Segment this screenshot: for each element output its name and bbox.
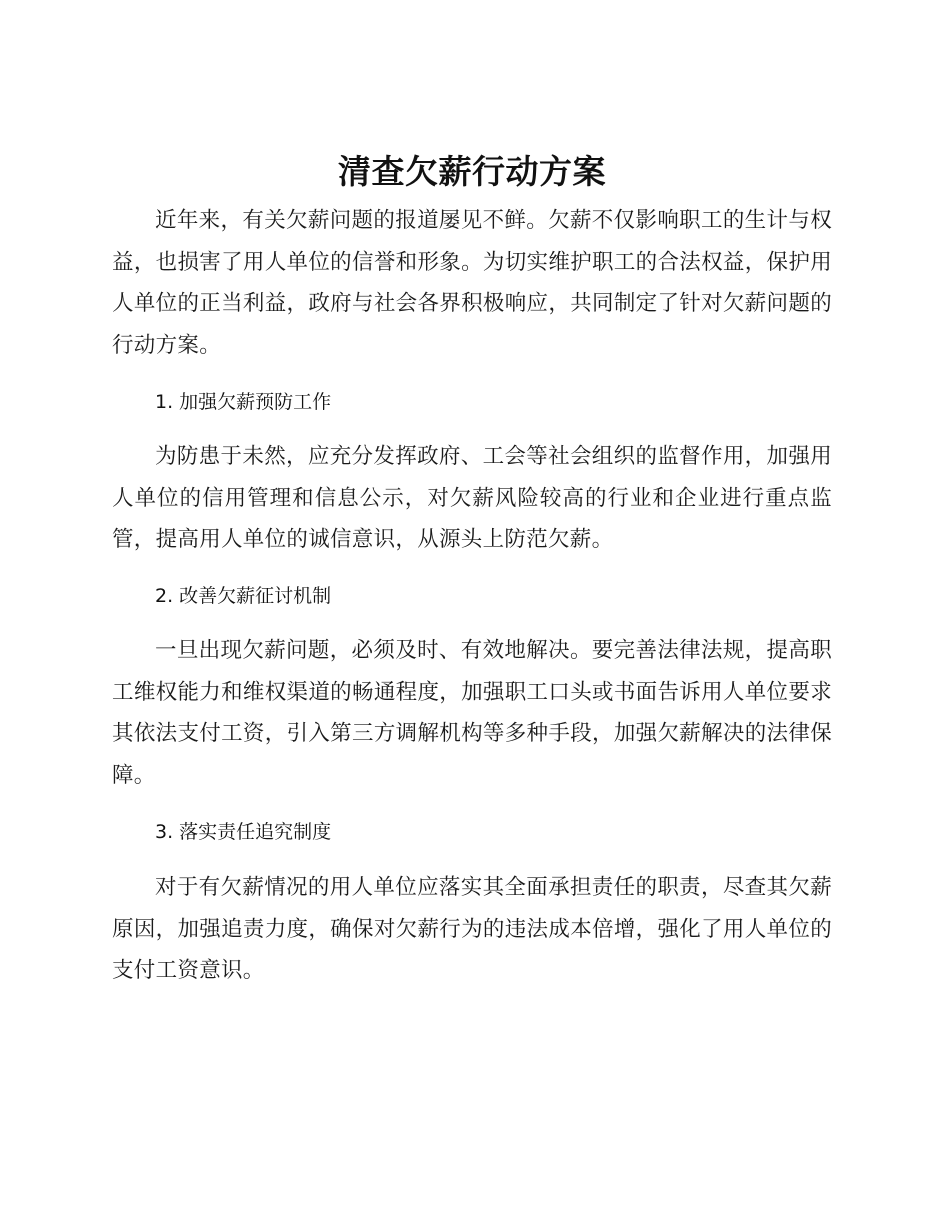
section-body-prevention: 为防患于未然，应充分发挥政府、工会等社会组织的监督作用，加强用人单位的信用管理和信息公示，对欠薪风险较高的行业和企业进行重点监管，提高用人单位的诚信意识，从源头上防范欠薪。 bbox=[112, 444, 832, 552]
section-body-collection-mechanism: 一旦出现欠薪问题，必须及时、有效地解决。要完善法律法规，提高职工维权能力和维权渠道的畅通程度，加强职工口头或书面告诉用人单位要求其依法支付工资，引入第三方调解机构等多种手段，加强欠薪解决的法律保障。 bbox=[112, 638, 832, 788]
intro-paragraph: 近年来，有关欠薪问题的报道屡见不鲜。欠薪不仅影响职工的生计与权益，也损害了用人单位的信誉和形象。为切实维护职工的合法权益，保护用人单位的正当利益，政府与社会各界积极响应，共同制定了针对欠薪问题的行动方案。 bbox=[112, 208, 832, 358]
section-heading-collection-mechanism: 2. 改善欠薪征讨机制 bbox=[155, 585, 332, 607]
section-body-accountability: 对于有欠薪情况的用人单位应落实其全面承担责任的职责，尽查其欠薪原因，加强追责力度，确保对欠薪行为的违法成本倍增，强化了用人单位的支付工资意识。 bbox=[112, 875, 832, 983]
section-heading-prevention: 1. 加强欠薪预防工作 bbox=[155, 391, 332, 413]
section-heading-accountability: 3. 落实责任追究制度 bbox=[155, 821, 332, 843]
document-title: 清查欠薪行动方案 bbox=[338, 152, 606, 191]
